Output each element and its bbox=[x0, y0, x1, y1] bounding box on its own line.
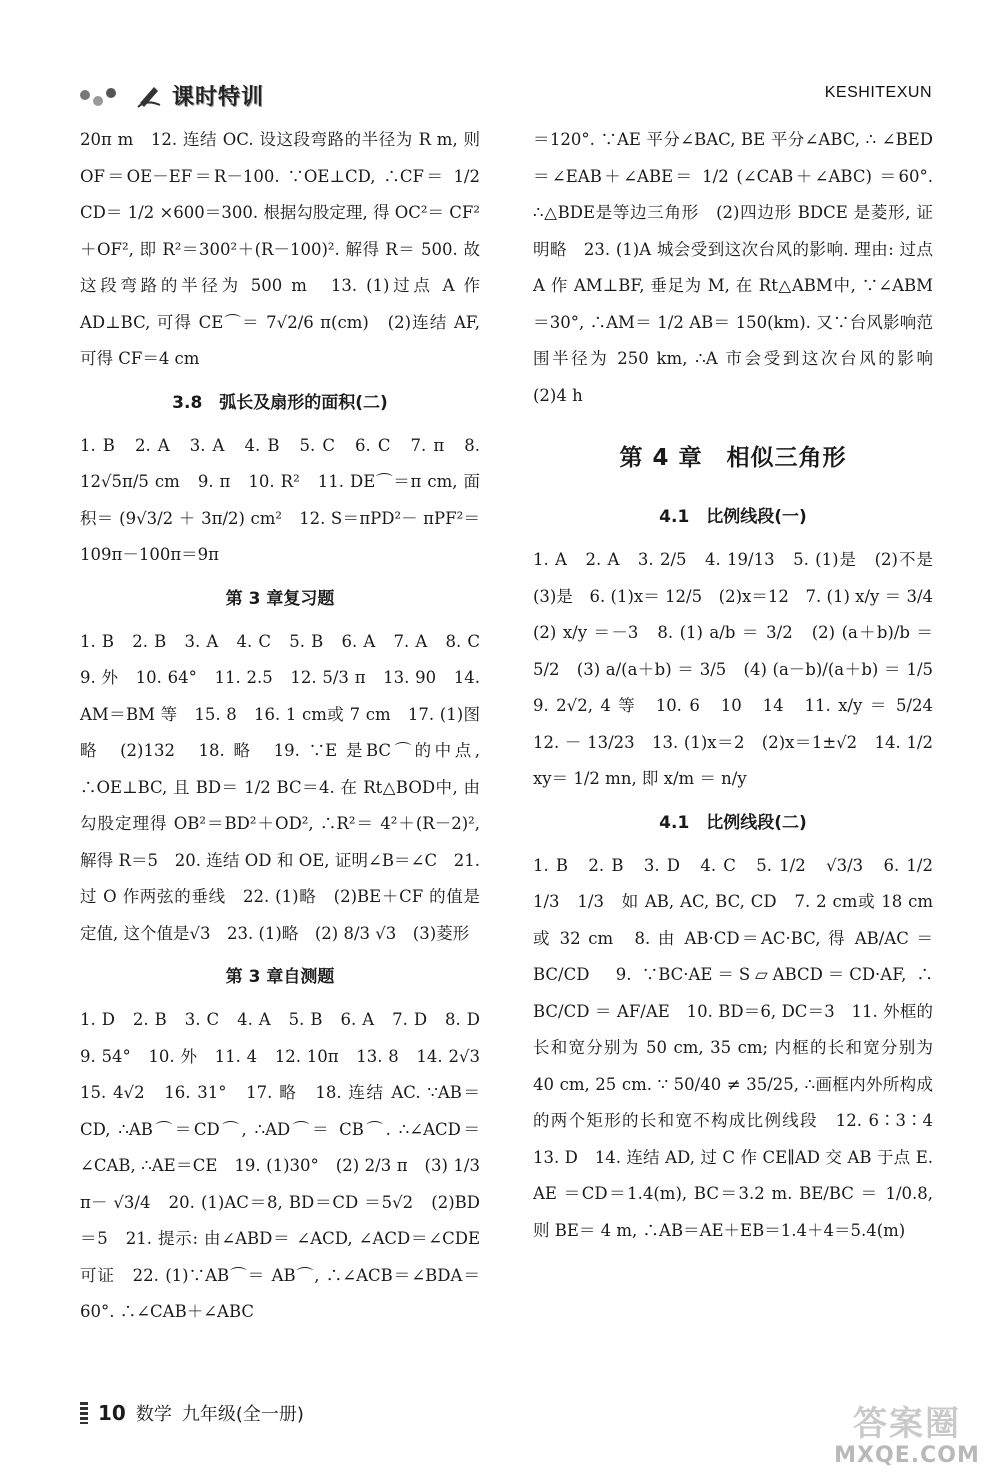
section-title: 第 3 章复习题 bbox=[225, 588, 335, 609]
answer-paragraph: 1. B 2. B 3. D 4. C 5. 1/2 √3/3 6. 1/2 1/3 1/3 如 AB, AC, BC, CD 7. 2 cm或 18 cm或 32 cm 8. 由 AB·CD＝AC·BC, 得 AB/AC ＝ BC/CD 9. ∵BC·AE＝S▱ABCD＝CD·AF, ∴ BC/CD ＝ AF/AE 10. BD＝6, DC＝3 11. 外框的长和宽分别为 50 cm, 35 cm; 内框的长和宽分别为 40 cm, 25 cm. ∵ 50/40 ≠ 35/25, ∴画框内外所构成的两个矩形的长和宽不构成比例线段 12. 6∶3∶4 13. D 14. 连结 AD, 过 C 作 CE∥AD 交 AB 于点 E. AE ＝CD＝1.4(m), BC＝3.2 m. BE/BC ＝ 1/0.8, 则 BE＝ 4 m, ∴AB＝AE＋EB＝1.4＋4＝5.4(m) bbox=[533, 855, 950, 1240]
right-column bbox=[533, 122, 950, 1249]
watermark-url: MXQE.COM bbox=[834, 1443, 980, 1468]
grade-label: 九年级(全一册) bbox=[181, 1404, 304, 1425]
page-number: 10 bbox=[98, 1401, 126, 1425]
logo-text: 课时特训 bbox=[172, 84, 265, 110]
answer-paragraph: 20π m 12. 连结 OC. 设这段弯路的半径为 R m, 则 OF＝OE－EF＝R－100. ∵OE⊥CD, ∴CF＝ 1/2 CD＝ 1/2 ×600＝300. 根据勾股定理, 得 OC²＝ CF²＋OF², 即 R²＝300²＋(R－100)². 解得 R＝ 500. 故这段弯路的半径为 500 m 13. (1)过点 A 作 AD⊥BC, 可得 CE⌒＝ 7√2/6 π(cm) (2)连结 AF, 可得 CF＝4 cm bbox=[80, 130, 480, 368]
watermark bbox=[832, 1405, 982, 1477]
answer-paragraph: 1. B 2. B 3. A 4. C 5. B 6. A 7. A 8. C 9. 外 10. 64° 11. 2.5 12. 5/3 π 13. 90 14. AM＝BM 等 15. 8 16. 1 cm或 7 cm 17. (1)图略 (2)132 18. 略 19. ∵E 是BC⌒的中点, ∴OE⊥BC, 且 BD＝ 1/2 BC＝4. 在 Rt△BOD中, 由勾股定理得 OB²＝BD²＋OD², ∴R²＝ 4²＋(R－2)², 解得 R＝5 20. 连结 OD 和 OE, 证明∠B＝∠C 21. 过 O 作两弦的垂线 22. (1)略 (2)BE＋CF 的值是定值, 这个值是√3 23. (1)略 (2) 8/3 √3 (3)菱形 bbox=[80, 631, 497, 943]
answer-paragraph: 1. D 2. B 3. C 4. A 5. B 6. A 7. D 8. D 9. 54° 10. 外 11. 4 12. 10π 13. 8 14. 2√3 15. 4√2 16. 31° 17. 略 18. 连结 AC. ∵AB＝CD, ∴AB⌒＝CD⌒, ∴AD⌒＝ CB⌒. ∴∠ACD＝∠CAB, ∴AE＝CE 19. (1)30° (2) 2/3 π (3) 1/3 π－ √3/4 20. (1)AC＝8, BD＝CD ＝5√2 (2)BD＝5 21. 提示: 由∠ABD＝ ∠ACD, ∠ACD＝∠CDE 可证 22. (1)∵AB⌒＝ AB⌒, ∴∠ACB＝∠BDA＝60°. ∴∠CAB＋∠ABC bbox=[80, 1010, 497, 1321]
watermark-title: 答案圈 bbox=[853, 1404, 961, 1444]
answer-paragraph: ＝120°. ∵AE 平分∠BAC, BE 平分∠ABC, ∴ ∠BED＝∠EAB＋∠ABE＝ 1/2 (∠CAB＋∠ABC) ＝60°. ∴△BDE是等边三角形 (2)四边形 BDCE 是菱形, 证明略 23. (1)A 城会受到这次台风的影响. 理由: 过点 A 作 AM⊥BF, 垂足为 M, 在 Rt△ABM中, ∵∠ABM＝30°, ∴AM＝ 1/2 AB＝ 150(km). 又∵台风影响范围半径为 250 km, ∴A 市会受到这次台风的影响 (2)4 h bbox=[533, 130, 950, 405]
chapter-title: 第 4 章 相似三角形 bbox=[619, 445, 847, 471]
left-column bbox=[80, 122, 497, 1331]
footer-bar-icon bbox=[80, 1402, 88, 1424]
section-title: 3.8 弧长及扇形的面积(二) bbox=[172, 392, 388, 413]
answer-paragraph: 1. B 2. A 3. A 4. B 5. C 6. C 7. π 8. 12√5π/5 cm 9. π 10. R² 11. DE⌒＝π cm, 面积＝ (9√3/2 ＋ 3π/2) cm² 12. S＝πPD²－ πPF²＝109π－100π＝9π bbox=[80, 435, 480, 564]
pen-icon bbox=[136, 81, 164, 109]
section-title: 第 3 章自测题 bbox=[225, 967, 335, 987]
dots-icon bbox=[80, 82, 128, 108]
section-title: 4.1 比例线段(一) bbox=[659, 507, 807, 527]
section-title: 4.1 比例线段(二) bbox=[659, 812, 807, 833]
page-header bbox=[0, 0, 1000, 120]
book-logo bbox=[80, 78, 264, 112]
subject-label: 数学 bbox=[135, 1404, 172, 1425]
brand-label: KESHITEXUN bbox=[824, 84, 932, 101]
page-footer bbox=[80, 1400, 304, 1426]
answer-paragraph: 1. A 2. A 3. 2/5 4. 19/13 5. (1)是 (2)不是 (3)是 6. (1)x＝ 12/5 (2)x＝12 7. (1) x/y ＝ 3/4 (2) x/y ＝－3 8. (1) a/b ＝ 3/2 (2) (a＋b)/b ＝ 5/2 (3) a/(a＋b) ＝ 3/5 (4) (a－b)/(a＋b) ＝ 1/5 9. 2√2, 4 等 10. 6 10 14 11. x/y ＝ 5/24 12. － 13/23 13. (1)x＝2 (2)x＝1±√2 14. 1/2 xy＝ 1/2 mn, 即 x/m ＝ n/y bbox=[533, 550, 950, 788]
